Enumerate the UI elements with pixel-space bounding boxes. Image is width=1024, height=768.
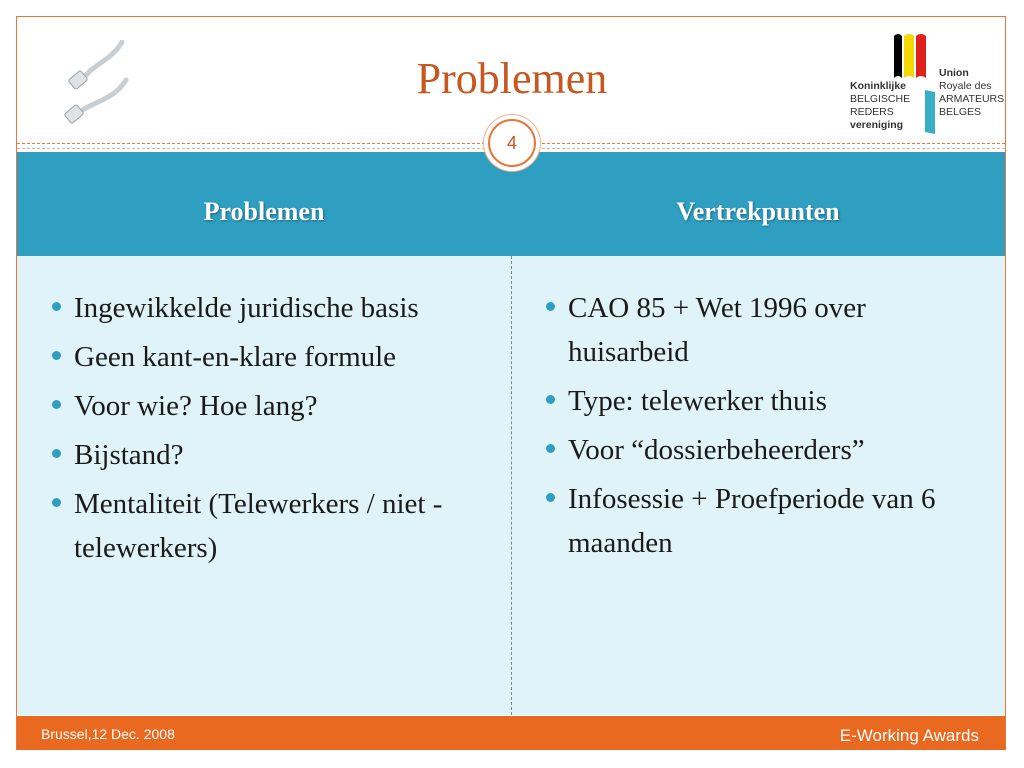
- header-vertrekpunten: Vertrekpunten: [676, 197, 840, 226]
- logo-text-koninklijke: Koninklijke: [850, 80, 907, 92]
- comparison-table: [17, 152, 1005, 715]
- list-item: Type: telewerker thuis: [544, 379, 984, 423]
- column-divider: [511, 256, 512, 715]
- footer-event-name: E-Working Awards: [839, 726, 979, 745]
- footer-date: Brussel,12 Dec. 2008: [41, 726, 175, 742]
- page-number-badge: 4: [488, 119, 536, 167]
- list-item: Voor wie? Hoe lang?: [50, 384, 490, 428]
- list-item: Geen kant-en-klare formule: [50, 335, 490, 379]
- logo-text-reders: REDERS: [850, 106, 894, 118]
- slide-footer: [17, 716, 1005, 750]
- list-item: Bijstand?: [50, 433, 490, 477]
- problemen-list: [50, 286, 490, 570]
- logo-text-belgische: BELGISCHE: [850, 93, 911, 105]
- vertrekpunten-column: [544, 286, 984, 570]
- logo-accent-bar: [923, 88, 937, 136]
- list-item: Ingewikkelde juridische basis: [50, 286, 490, 330]
- logo-text-armateurs: ARMATEURS: [939, 93, 1005, 105]
- list-item: Infosessie + Proefperiode van 6 maanden: [544, 477, 984, 565]
- association-logo: [840, 30, 1005, 142]
- network-cable-icon: [52, 40, 132, 140]
- list-item: CAO 85 + Wet 1996 over huisarbeid: [544, 286, 984, 374]
- vertrekpunten-list: [544, 286, 984, 565]
- logo-text-union: Union: [939, 67, 969, 79]
- table-body: [17, 256, 1005, 715]
- logo-text-vereniging: vereniging: [850, 119, 904, 131]
- table-header: [17, 152, 1005, 256]
- logo-text-belges: BELGES: [939, 106, 982, 118]
- problemen-column: [50, 286, 490, 575]
- header-problemen: Problemen: [203, 197, 325, 226]
- belgian-flag-icon: [890, 30, 930, 82]
- list-item: Mentaliteit (Telewerkers / niet -telewerkers): [50, 482, 490, 570]
- logo-text-royale: Royale des: [939, 80, 992, 92]
- list-item: Voor “dossierbeheerders”: [544, 428, 984, 472]
- slide-title: Problemen: [416, 54, 608, 103]
